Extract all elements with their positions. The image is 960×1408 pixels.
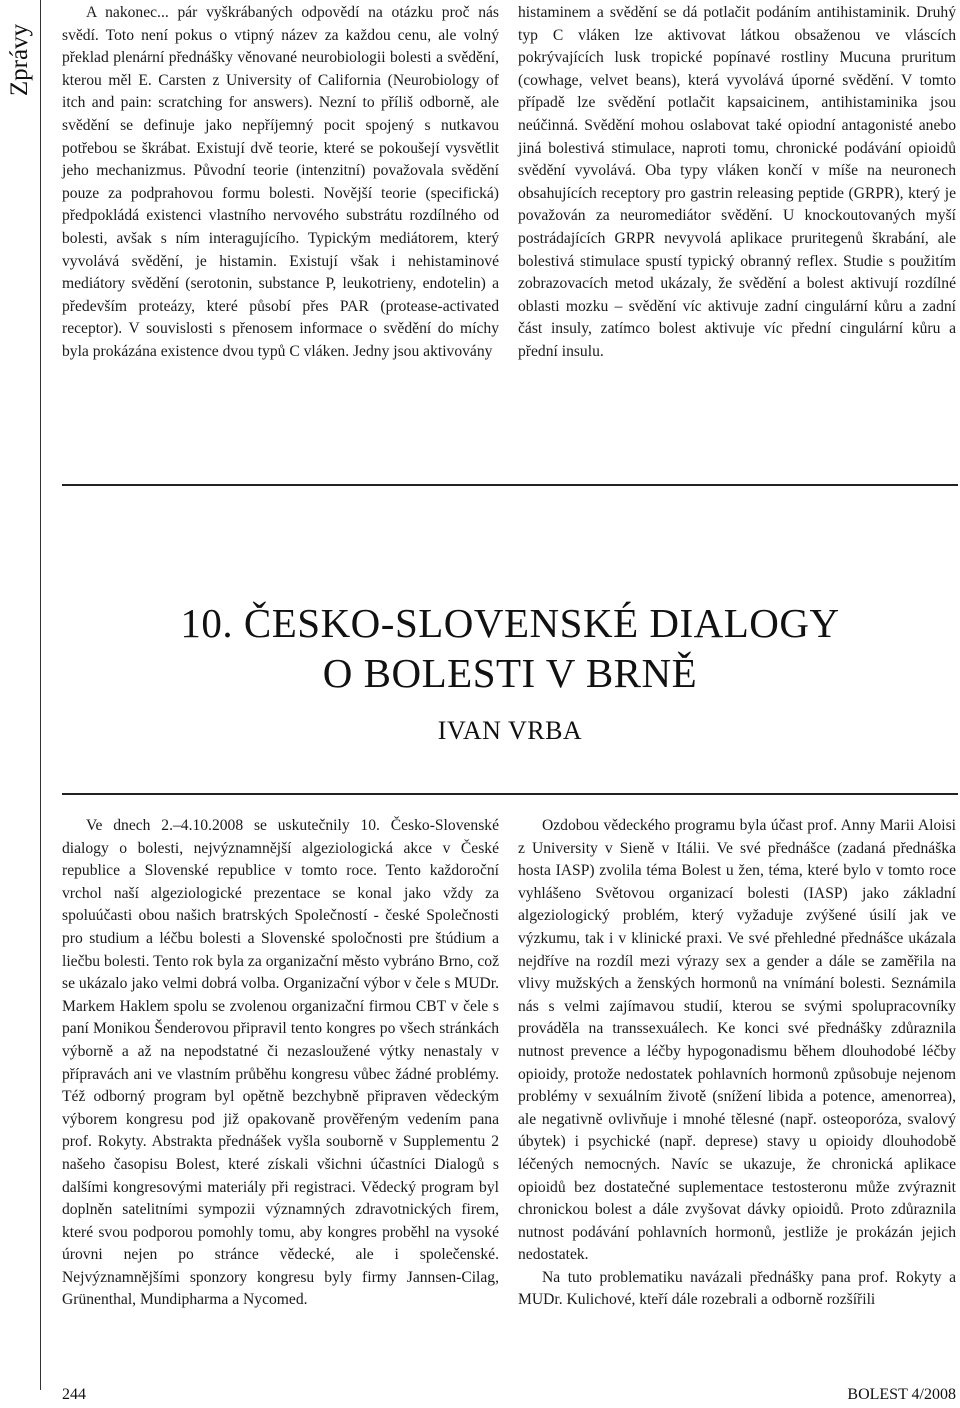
journal-issue: BOLEST 4/2008 <box>847 1386 956 1403</box>
top-right-paragraph: histaminem a svědění se dá potlačit podáním antihistaminik. Druhý typ C vláken lze aktivovat látkou obsaženou ve vláscích pokrývajících lusk tropické popínavé rostliny Mucuna pruritum (cowhage, velvet beans), která vyvolává úporné svědění. V tomto případě lze svědění potlačit kapsaicinem, antihistaminika jsou neúčinná. Svědění mohou oslabovat také opiodní antagonisté anebo jiná bolestivá stimulace, naproti tomu, chronické podávání opioidů svědění vyvolává. Oba typy vláken končí v míše na neuronech obsahujících receptory pro gastrin releasing peptide (GRPR), který je považován za neuromediátor svědění. U knockoutovaných myší postrádajících GRPR nevyvolá aplikace pruritegenů škrabání, ale bolestivá stimulace spustí typický obranný reflex. Studie s použitím zobrazovacích metod ukázaly, že svědění a bolest aktivují rozdílné oblasti mozku – svědění víc aktivuje zadní cingulární kůru a zadní část insuly, zatímco bolest aktivuje víc přední cingulární kůru a přední insulu. <box>518 4 956 360</box>
top-left-paragraph: A nakonec... pár vyškrábaných odpovědí na otázku proč nás svědí. Toto není pokus o vtipný název za každou cenu, ale volný překlad plenární přednášky věnované neurobiologii bolesti a svědění, kterou měl E. Carsten z University of California (Neurobiology of itch and pain: scratching for answers). Nezní to příliš odborně, ale svědění se definuje jako nepříjemný pocit spojený s nutkavou potřebou se škrábat. Existují dvě teorie, které se pokoušejí vysvětlit jeho mechanizmus. Původní teorie (intenzitní) považovala svědění pouze za podprahovou formu bolesti. Novější teorie (specifická) předpokládá existenci vlastního nervového substrátu rozdílného od bolesti, avšak s ním interagujícího. Typickým mediátorem, který vyvolává svědění, je histamin. Existují však i nehistaminové mediátory svědění (serotonin, substance P, leukotrieny, endotelin) a především proteázy, které působí přes PAR (protease-activated receptor). V souvislosti s přenosem informace o svědění do míchy byla prokázána existence dvou typů C vláken. Jedny jsou aktivovány <box>62 4 499 360</box>
top-right-column <box>518 2 956 364</box>
article-title-line-1: 10. ČESKO-SLOVENSKÉ DIALOGY <box>180 600 840 646</box>
section-tab <box>0 0 40 120</box>
bottom-left-column <box>62 815 499 1312</box>
bottom-right-paragraph-2: Na tuto problematiku navázali přednášky pana prof. Rokyty a MUDr. Kulichové, kteří dále rozebrali a odborně rozšířili <box>518 1268 956 1309</box>
top-left-column <box>62 2 499 364</box>
article-divider-top <box>62 484 958 486</box>
article-divider-bottom <box>62 793 958 795</box>
article-title-line-2: O BOLESTI V BRNĚ <box>322 650 698 696</box>
bottom-right-column <box>518 815 956 1312</box>
bottom-left-paragraph: Ve dnech 2.–4.10.2008 se uskutečnily 10. Česko-Slovenské dialogy o bolesti, nejvýznamnější algeziologická akce v České republice a Slovenské republice v tomto roce. Tento každoroční vrchol naší algeziologické prezentace se konal jako vždy za spoluúčasti obou našich bratrských Společností - české Společnosti pro studium a léčbu bolesti a Slovenské spoločnosti pre štúdium a liečbu bolesti. Tento rok byla za organizační město vybráno Brno, což se ukázalo jako velmi dobrá volba. Organizační výbor v čele s MUDr. Markem Haklem spolu se zvolenou organizační firmou CBT v čele s paní Monikou Šenderovou připravil tento kongres po všech stránkách výborně a až na nepodstatné či nezasloužené výtky nenastaly v přípravách ani ve vlastním průběhu kongresu vůbec žádné problémy. Též odborný program byl opětně bezchybně připraven vědeckým výborem kongresu pod již opakovaně prověřeným vedením pana prof. Rokyty. Abstrakta přednášek vyšla souborně v Supplementu 2 našeho časopisu Bolest, které získali všichni účastníci Dialogů s dalšími kongresovými materiály při registraci. Vědecký program byl doplněn satelitními sympozii významných zdravotnických firem, které svou podporou pomohly tomu, aby kongres proběhl na vysoké úrovni nejen po stránce vědecké, ale i společenské. Nejvýznamnějšími sponzory kongresu byly firmy Jannsen-Cilag, Grünenthal, Mundipharma a Nycomed. <box>62 817 499 1309</box>
bottom-right-paragraph-1: Ozdobou vědeckého programu byla účast prof. Anny Marii Aloisi z University v Sieně v Itálii. Ve své přednášce (zadaná přednáška hosta IASP) zvolila téma Bolest u žen, téma, které bylo v tomto roce vyhlášeno Světovou organizací bolesti (IASP) jako základní algeziologický problém, který vyžaduje zvýšené úsilí jak ve výzkumu, tak i v klinické praxi. Ve své přehledné přednášce ukázala nejdříve na rozdíl mezi výrazy sex a gender a dále se zaměřila na vlivy mužských a ženských hormonů na vnímání bolesti. Seznámila nás s velmi zajímavou studií, kterou se svými spolupracovníky prováděla na transsexuálech. Ke konci své přednášky zdůraznila nutnost prevence a léčby hypogonadismu během dlouhodobé léčby opioidy, protože nedostatek pohlavních hormonů způsobuje nejenom problémy v sexuálním životě (snížení libida a potence, amenorrea), ale negativně ovlivňuje i mnohé tělesné (např. osteoporóza, svalový úbytek) i psychické (např. deprese) stavy u opioidy dlouhodobě léčených nemocných. Navíc se ukazuje, že chronická aplikace opioidů bez dostatečné suplementace testosteronu může zvýraznit chronickou bolest a dále zvyšovat dávky opioidů. Proto zdůraznila nutnost podávání pohlavních hormonů, jestliže je prokázán jejich nedostatek. <box>518 817 956 1264</box>
article-author: IVAN VRBA <box>437 716 583 745</box>
section-label: Zprávy <box>6 23 34 97</box>
section-divider <box>40 0 41 1390</box>
page-number: 244 <box>62 1386 86 1403</box>
